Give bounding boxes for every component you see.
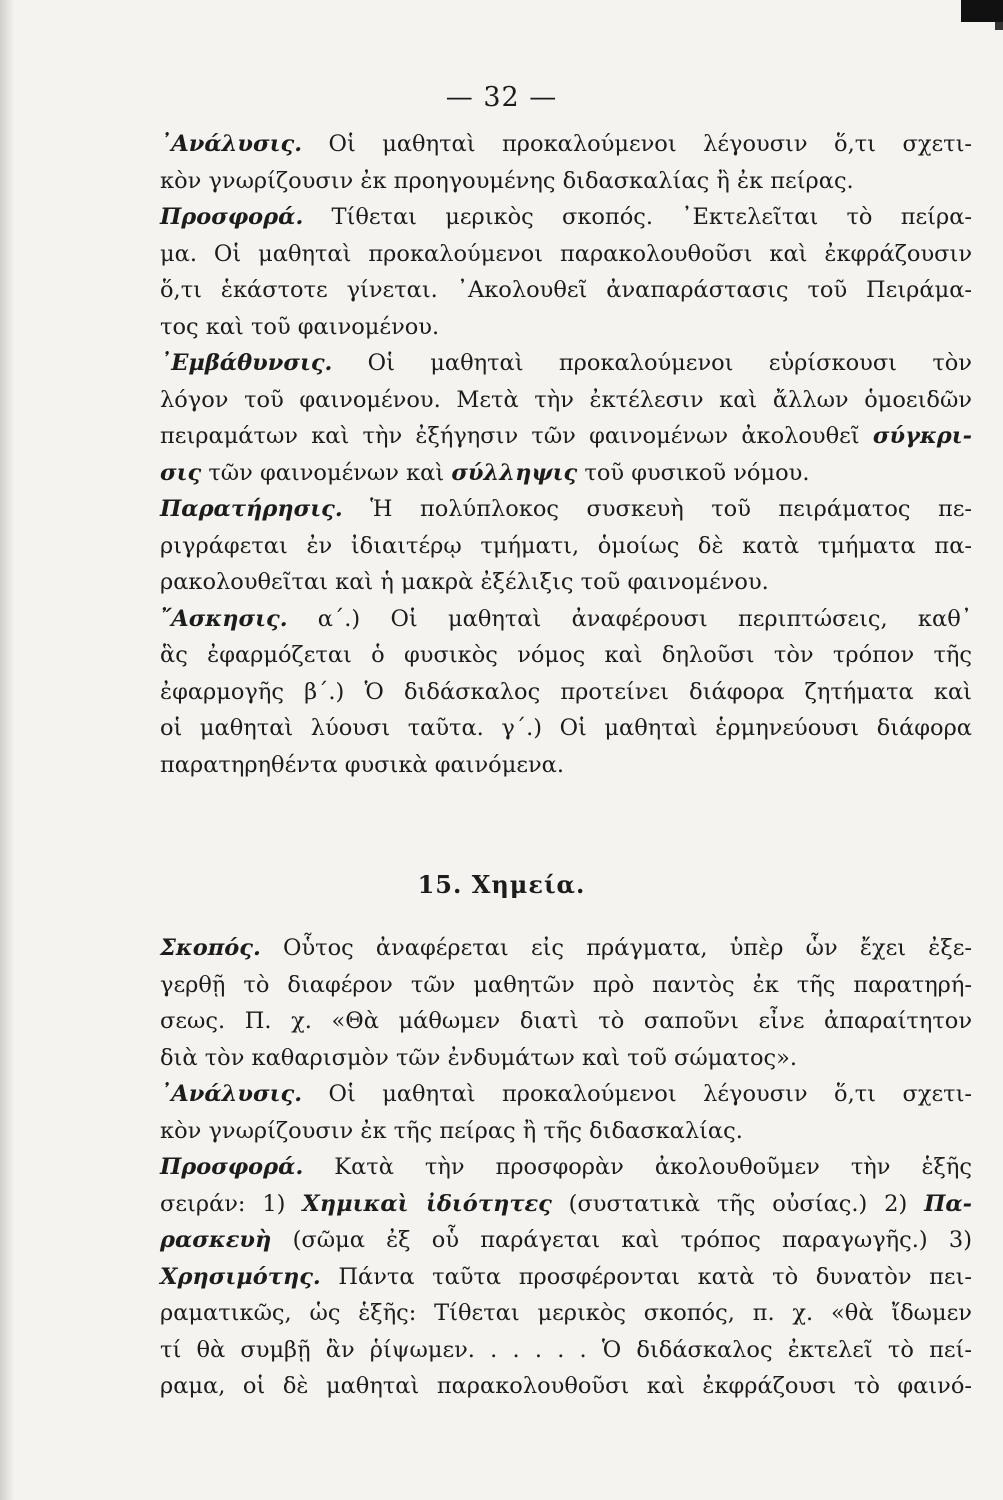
body-text: Οἱ μαθηταὶ προκαλούμενοι λέγουσιν ὅ,τι σχετι- <box>302 131 972 157</box>
text-line <box>160 528 972 565</box>
term-heading: σύγκρι- <box>872 423 972 449</box>
body-text: τος καὶ τοῦ φαινομένου. <box>160 313 440 340</box>
body-text: οἱ μαθηταὶ λύουσι ταῦτα. γ΄.) Οἱ μαθηταὶ ἑρμηνεύουσι διάφορα <box>160 715 972 741</box>
text-line <box>160 1368 972 1405</box>
body-text: Οὗτος ἀναφέρεται εἰς πράγματα, ὑπὲρ ὧν ἔχει ἐξε- <box>260 935 972 961</box>
text-line <box>160 455 972 492</box>
text-line <box>160 1076 972 1113</box>
body-text: κὸν γνωρίζουσιν ἐκ τῆς πείρας ἢ τῆς διδασκαλίας. <box>160 1117 743 1144</box>
body-text: σειράν: 1) <box>160 1190 303 1217</box>
term-heading: σύλληψις <box>451 459 578 486</box>
text-line <box>160 710 972 747</box>
text-block-section-1 <box>160 126 972 783</box>
body-text: Οἱ μαθηταὶ προκαλούμενοι εὑρίσκουσι τὸν <box>332 350 972 376</box>
body-text: Οἱ μαθηταὶ προκαλούμενοι λέγουσιν ὅ,τι σχετι- <box>302 1081 972 1107</box>
text-line <box>160 564 972 601</box>
body-text: α΄.) Οἱ μαθηταὶ ἀναφέρουσι περιπτώσεις, καθ᾿ <box>287 605 972 632</box>
text-line <box>160 1186 972 1223</box>
text-line <box>160 1040 972 1077</box>
term-heading: Προσφορά. <box>160 204 304 230</box>
text-line <box>160 1113 972 1150</box>
body-text: ἐφαρμογῆς β΄.) Ὁ διδάσκαλος προτείνει διάφορα ζητήματα καὶ <box>160 678 972 705</box>
page-edge-shadow <box>0 0 14 1500</box>
text-line <box>160 236 972 273</box>
text-line <box>160 1149 972 1186</box>
text-line <box>160 163 972 200</box>
body-text: ρακολουθεῖται καὶ ἡ μακρὰ ἐξέλιξις τοῦ φαινομένου. <box>160 569 769 595</box>
text-line <box>160 309 972 346</box>
body-text: διὰ τὸν καθαρισμὸν τῶν ἐνδυμάτων καὶ τοῦ σώματος». <box>160 1044 798 1071</box>
text-line <box>160 967 972 1004</box>
body-text: ὅ,τι ἑκάστοτε γίνεται. ᾿Ακολουθεῖ ἀναπαράστασις τοῦ Πειράμα- <box>160 277 972 303</box>
text-line <box>160 1003 972 1040</box>
term-heading: ᾿Εμβάθυνσις. <box>160 350 333 376</box>
body-text: τί θὰ συμβῇ ἂν ῥίψωμεν. . . . . . Ὁ διδάσκαλος ἐκτελεῖ τὸ πεί- <box>160 1336 972 1363</box>
text-block-section-2 <box>160 930 972 1405</box>
term-heading: Σκοπός. <box>160 935 261 961</box>
body-text: (συστατικὰ τῆς οὐσίας.) 2) <box>551 1190 925 1217</box>
text-line <box>160 126 972 163</box>
scan-corner-mark-small <box>995 22 1003 30</box>
body-text: παρατηρηθέντα φυσικὰ φαινόμενα. <box>160 751 565 778</box>
term-heading: Χρησιμότης. <box>160 1263 321 1290</box>
body-text: ριγράφεται ἐν ἰδιαιτέρῳ τμήματι, ὁμοίως δὲ κατὰ τμήματα πα- <box>160 532 972 559</box>
body-text: λόγον τοῦ φαινομένου. Μετὰ τὴν ἐκτέλεσιν καὶ ἄλλων ὁμοειδῶν <box>160 386 972 413</box>
body-text: Τίθεται μερικὸς σκοπός. ᾿Εκτελεῖται τὸ πείρα- <box>303 204 972 230</box>
text-line <box>160 1259 972 1296</box>
body-text: γερθῇ τὸ διαφέρον τῶν μαθητῶν πρὸ παντὸς ἐκ τῆς παρατηρή- <box>160 971 972 998</box>
text-line <box>160 637 972 674</box>
body-text: πειραμάτων καὶ τὴν ἐξήγησιν τῶν φαινομένων ἀκολουθεῖ <box>160 423 873 449</box>
term-heading: Πα- <box>924 1190 972 1217</box>
term-heading: Χημικαὶ ἰδιότητες <box>302 1190 552 1217</box>
term-heading: ᾿Ανάλυσις. <box>160 1081 303 1107</box>
body-text: ραματικῶς, ὡς ἑξῆς: Τίθεται μερικὸς σκοπός, π. χ. «θὰ ἴδωμεν <box>160 1300 972 1326</box>
text-line <box>160 1332 972 1369</box>
body-text: Ἡ πολύπλοκος συσκευὴ τοῦ πειράματος πε- <box>342 496 972 522</box>
term-heading: ᾿Ανάλυσις. <box>160 131 303 157</box>
scan-corner-mark <box>961 0 1003 22</box>
body-text: τοῦ φυσικοῦ νόμου. <box>577 459 810 486</box>
text-line <box>160 491 972 528</box>
text-line <box>160 601 972 638</box>
text-line <box>160 1222 972 1259</box>
text-line <box>160 747 972 784</box>
text-line <box>160 930 972 967</box>
term-heading: σις <box>160 459 202 486</box>
text-line <box>160 674 972 711</box>
body-text: Κατὰ τὴν προσφορὰν ἀκολουθοῦμεν τὴν ἑξῆς <box>303 1154 972 1180</box>
term-heading: ρασκευὴ <box>160 1227 272 1253</box>
body-text: (σῶμα ἐξ οὗ παράγεται καὶ τρόπος παραγωγῆς.) 3) <box>271 1227 972 1253</box>
body-text: μα. Οἱ μαθηταὶ προκαλούμενοι παρακολουθοῦσι καὶ ἐκφράζουσιν <box>160 240 972 267</box>
text-line <box>160 418 972 455</box>
term-heading: Προσφορά. <box>160 1154 304 1180</box>
body-text: ἃς ἐφαρμόζεται ὁ φυσικὸς νόμος καὶ δηλοῦσι τὸν τρόπον τῆς <box>160 642 972 668</box>
body-text: σεως. Π. χ. «Θὰ μάθωμεν διατὶ τὸ σαποῦνι εἶνε ἀπαραίτητον <box>160 1008 972 1034</box>
term-heading: Παρατήρησις. <box>160 496 343 522</box>
body-text: ραμα, οἱ δὲ μαθηταὶ παρακολουθοῦσι καὶ ἐκφράζουσι τὸ φαινό- <box>160 1373 972 1399</box>
text-line <box>160 1295 972 1332</box>
term-heading: ῎Ασκησις. <box>160 605 288 632</box>
body-text: τῶν φαινομένων καὶ <box>201 459 452 486</box>
text-line <box>160 345 972 382</box>
page-number: — 32 — <box>445 82 558 113</box>
text-line <box>160 382 972 419</box>
text-line <box>160 199 972 236</box>
body-text: Πάντα ταῦτα προσφέρονται κατὰ τὸ δυνατὸν πει- <box>320 1263 972 1290</box>
text-line <box>160 272 972 309</box>
section-heading: 15. Χημεία. <box>417 870 586 899</box>
body-text: κὸν γνωρίζουσιν ἐκ προηγουμένης διδασκαλίας ἢ ἐκ πείρας. <box>160 167 854 194</box>
